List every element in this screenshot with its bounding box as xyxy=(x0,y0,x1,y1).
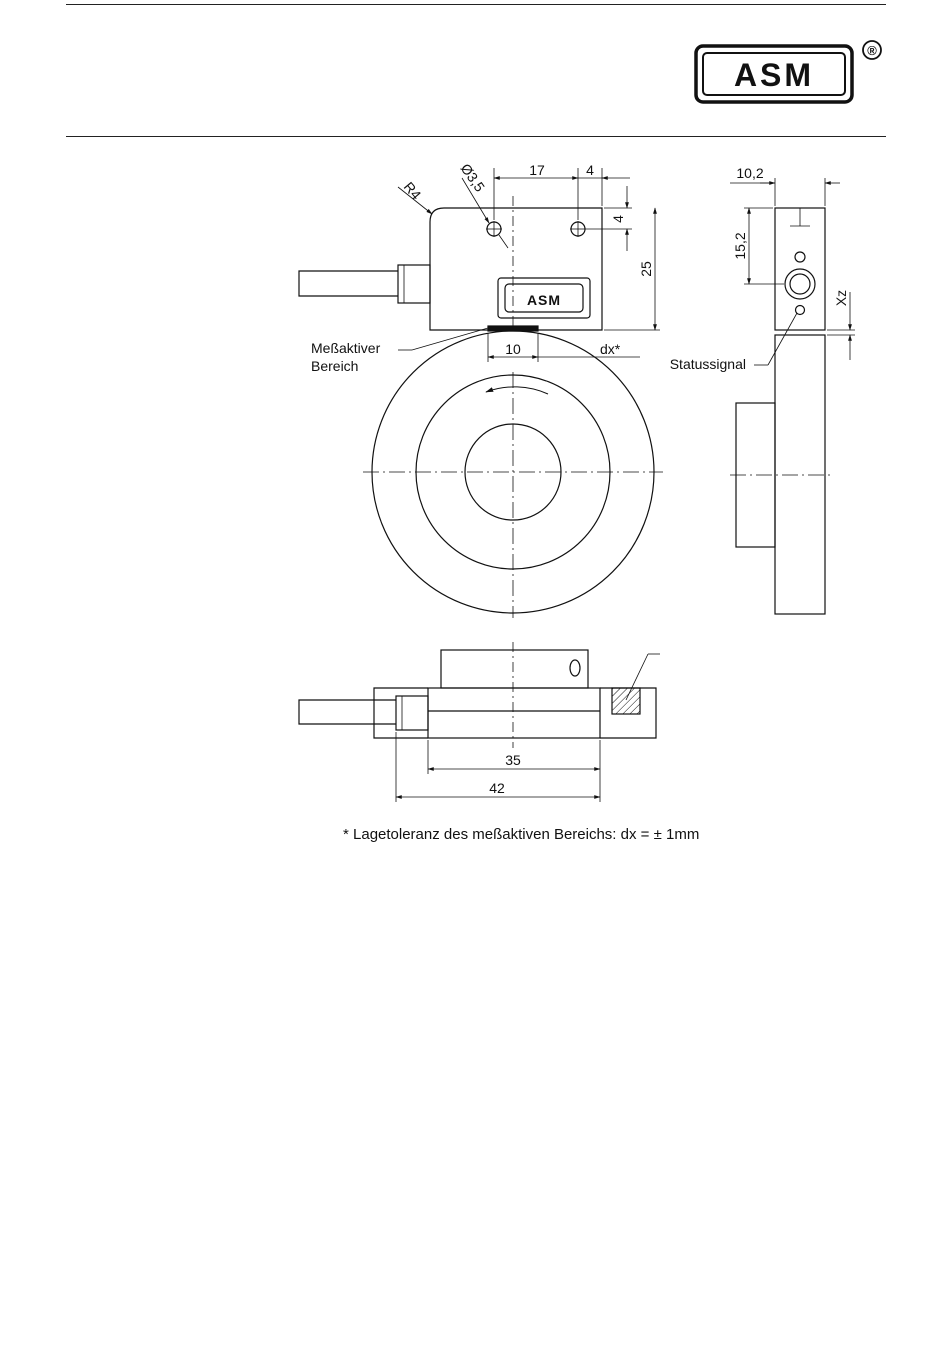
top-view-dimensions xyxy=(398,168,660,362)
rotation-arrow xyxy=(486,387,548,394)
sensor-side-view xyxy=(730,208,832,614)
label-status-signal: Statussignal xyxy=(669,356,746,372)
tolerance-footnote: * Lagetoleranz des meßaktiven Bereichs: dx = ± 1mm xyxy=(343,826,700,843)
dim-radius-r4: R4 xyxy=(400,178,425,203)
dim-15-2: 15,2 xyxy=(732,232,748,260)
dim-dx: dx* xyxy=(600,341,621,357)
label-active-area-line1: Meßaktiver xyxy=(311,340,381,356)
sensor-bottom-view xyxy=(299,642,660,748)
dim-17: 17 xyxy=(529,162,545,178)
dim-25: 25 xyxy=(638,261,654,277)
dim-4-horizontal: 4 xyxy=(586,162,594,178)
registered-mark: ® xyxy=(867,43,877,58)
dim-10: 10 xyxy=(505,341,521,357)
dim-10-2: 10,2 xyxy=(736,165,764,181)
dim-4-vertical: 4 xyxy=(610,215,626,223)
dim-35: 35 xyxy=(505,752,521,768)
dim-42: 42 xyxy=(489,780,505,796)
logo-text: ASM xyxy=(733,57,815,93)
bottom-view-hole xyxy=(570,660,580,676)
side-lens-inner xyxy=(790,274,810,294)
badge-asm-text: ASM xyxy=(526,292,562,308)
sensor-top-view xyxy=(299,196,602,331)
dim-hole-diameter: Ø3,5 xyxy=(457,160,489,195)
side-hole-top xyxy=(795,252,805,262)
dim-xz: Xz xyxy=(833,289,849,307)
label-active-area-line2: Bereich xyxy=(311,358,359,374)
magnet-ring-front-view xyxy=(363,331,663,618)
